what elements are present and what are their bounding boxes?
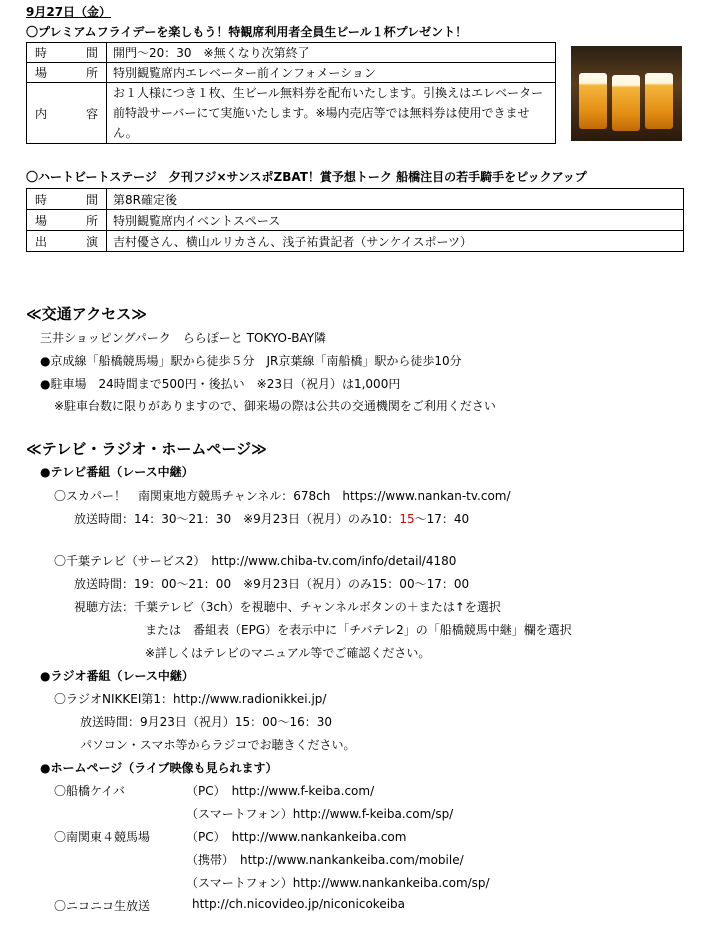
access-heading: ≪交通アクセス≫ [26,305,147,323]
chiba-time: 放送時間：19：00～21：00 ※9月23日（祝月）のみ15：00～17：00 [74,577,470,591]
event2-table [26,188,684,252]
row-key [27,189,107,210]
web-link[interactable]: http://ch.nicovideo.jp/niconicokeiba [192,897,405,911]
radio-note: パソコン・スマホ等からラジコでお聴きください。 [80,738,356,752]
row-value: 開門～20：30 ※無くなり次第終了 [107,43,556,63]
key-char: 容 [85,106,98,121]
web-site-name: 〇南関東４競馬場 [54,830,151,844]
access-line: 三井ショッピングパーク ららぽーと TOKYO-BAY隣 [40,331,327,345]
key-char: 所 [85,213,98,228]
table-row [27,63,556,83]
key-char: 出 [35,234,48,249]
key-char: 内 [35,106,48,121]
key-char: 時 [35,192,48,207]
chiba-view: または 番組表（EPG）を表示中に「チバテレ2」の「船橋競馬中継」欄を選択 [145,623,572,637]
event1-table [26,42,556,144]
row-key [27,83,107,144]
row-key [27,63,107,83]
key-char: 場 [35,66,48,80]
web-link[interactable]: （PC） http://www.nankankeiba.com [186,830,407,844]
radio-time: 放送時間：9月23日（祝月）15：00～16：30 [80,715,332,729]
web-link[interactable]: （スマートフォン）http://www.f-keiba.com/sp/ [186,807,454,821]
event-date: 9月27日（金） [26,5,112,19]
chiba-note: ※詳しくはテレビのマニュアル等でご確認ください。 [145,646,431,660]
table-row [27,210,684,231]
table-row [27,83,556,144]
row-value: 特別観覧席内エレベーター前インフォメーション [107,63,556,83]
key-char: 間 [85,192,98,207]
row-key [27,210,107,231]
table-row [27,189,684,210]
web-site-name: 〇ニコニコ生放送 [54,899,151,913]
web-link[interactable]: （PC） http://www.f-keiba.com/ [186,784,375,798]
skyper-line: 〇スカパー！ 南関東地方競馬チャンネル：678ch https://www.nankan-tv.com/ [54,489,511,503]
beer-glass [612,75,640,131]
event2-title: 〇ハートビートステージ 夕刊フジ×サンスポZBAT！賞予想トーク 船橋注目の若手騎手をピックアップ [26,170,587,184]
access-note: ※駐車台数に限りがありますので、御来場の際は公共の交通機関をご利用ください [54,399,496,413]
web-site-name: 〇船橋ケイバ [54,784,125,798]
table-row [27,43,556,63]
key-char: 時 [35,46,48,60]
time-text: 放送時間：14：30～21：30 ※9月23日（祝月）のみ10： [74,512,400,526]
row-key [27,43,107,63]
web-link[interactable]: （スマートフォン）http://www.nankankeiba.com/sp/ [186,876,490,890]
radio-line: 〇ラジオNIKKEI第1：http://www.radionikkei.jp/ [54,692,327,706]
time-highlight: 15 [399,512,415,526]
radio-heading: ●ラジオ番組（レース中継） [40,669,194,683]
beer-glass [579,73,607,129]
media-heading: ≪テレビ・ラジオ・ホームページ≫ [26,440,267,458]
time-text: ～17：40 [414,512,470,526]
web-link[interactable]: （携帯） http://www.nankankeiba.com/mobile/ [186,853,464,867]
key-char: 演 [85,234,98,249]
key-char: 所 [85,66,98,80]
row-value: 第8R確定後 [107,189,684,210]
skyper-time [74,510,469,527]
chiba-line: 〇千葉テレビ（サービス2） http://www.chiba-tv.com/info/detail/4180 [54,554,457,568]
key-char: 場 [35,213,48,228]
tv-heading: ●テレビ番組（レース中継） [40,465,194,479]
chiba-view: 視聴方法：千葉テレビ（3ch）を視聴中、チャンネルボタンの＋または↑を選択 [74,600,501,614]
beer-photo [571,46,682,141]
table-row [27,231,684,252]
beer-glass [645,73,673,129]
row-key [27,231,107,252]
access-line: ●京成線「船橋競馬場」駅から徒歩５分 JR京葉線「南船橋」駅から徒歩10分 [40,354,462,368]
row-value: 特別観覧席内イベントスペース [107,210,684,231]
key-char: 間 [85,46,98,60]
row-value: 吉村優さん、横山ルリカさん、浅子祐貴記者（サンケイスポーツ） [107,231,684,252]
row-value: お１人様につき１枚、生ビール無料券を配布いたします。引換えはエレベーター前特設サーバーにて実施いたします。※場内売店等では無料券は使用できません。 [107,83,556,144]
web-heading: ●ホームページ（ライブ映像も見られます） [40,761,278,775]
access-line: ●駐車場 24時間まで500円・後払い ※23日（祝月）は1,000円 [40,377,401,391]
event1-title: 〇プレミアムフライデーを楽しもう！特観席利用者全員生ビール１杯プレゼント！ [26,25,468,39]
